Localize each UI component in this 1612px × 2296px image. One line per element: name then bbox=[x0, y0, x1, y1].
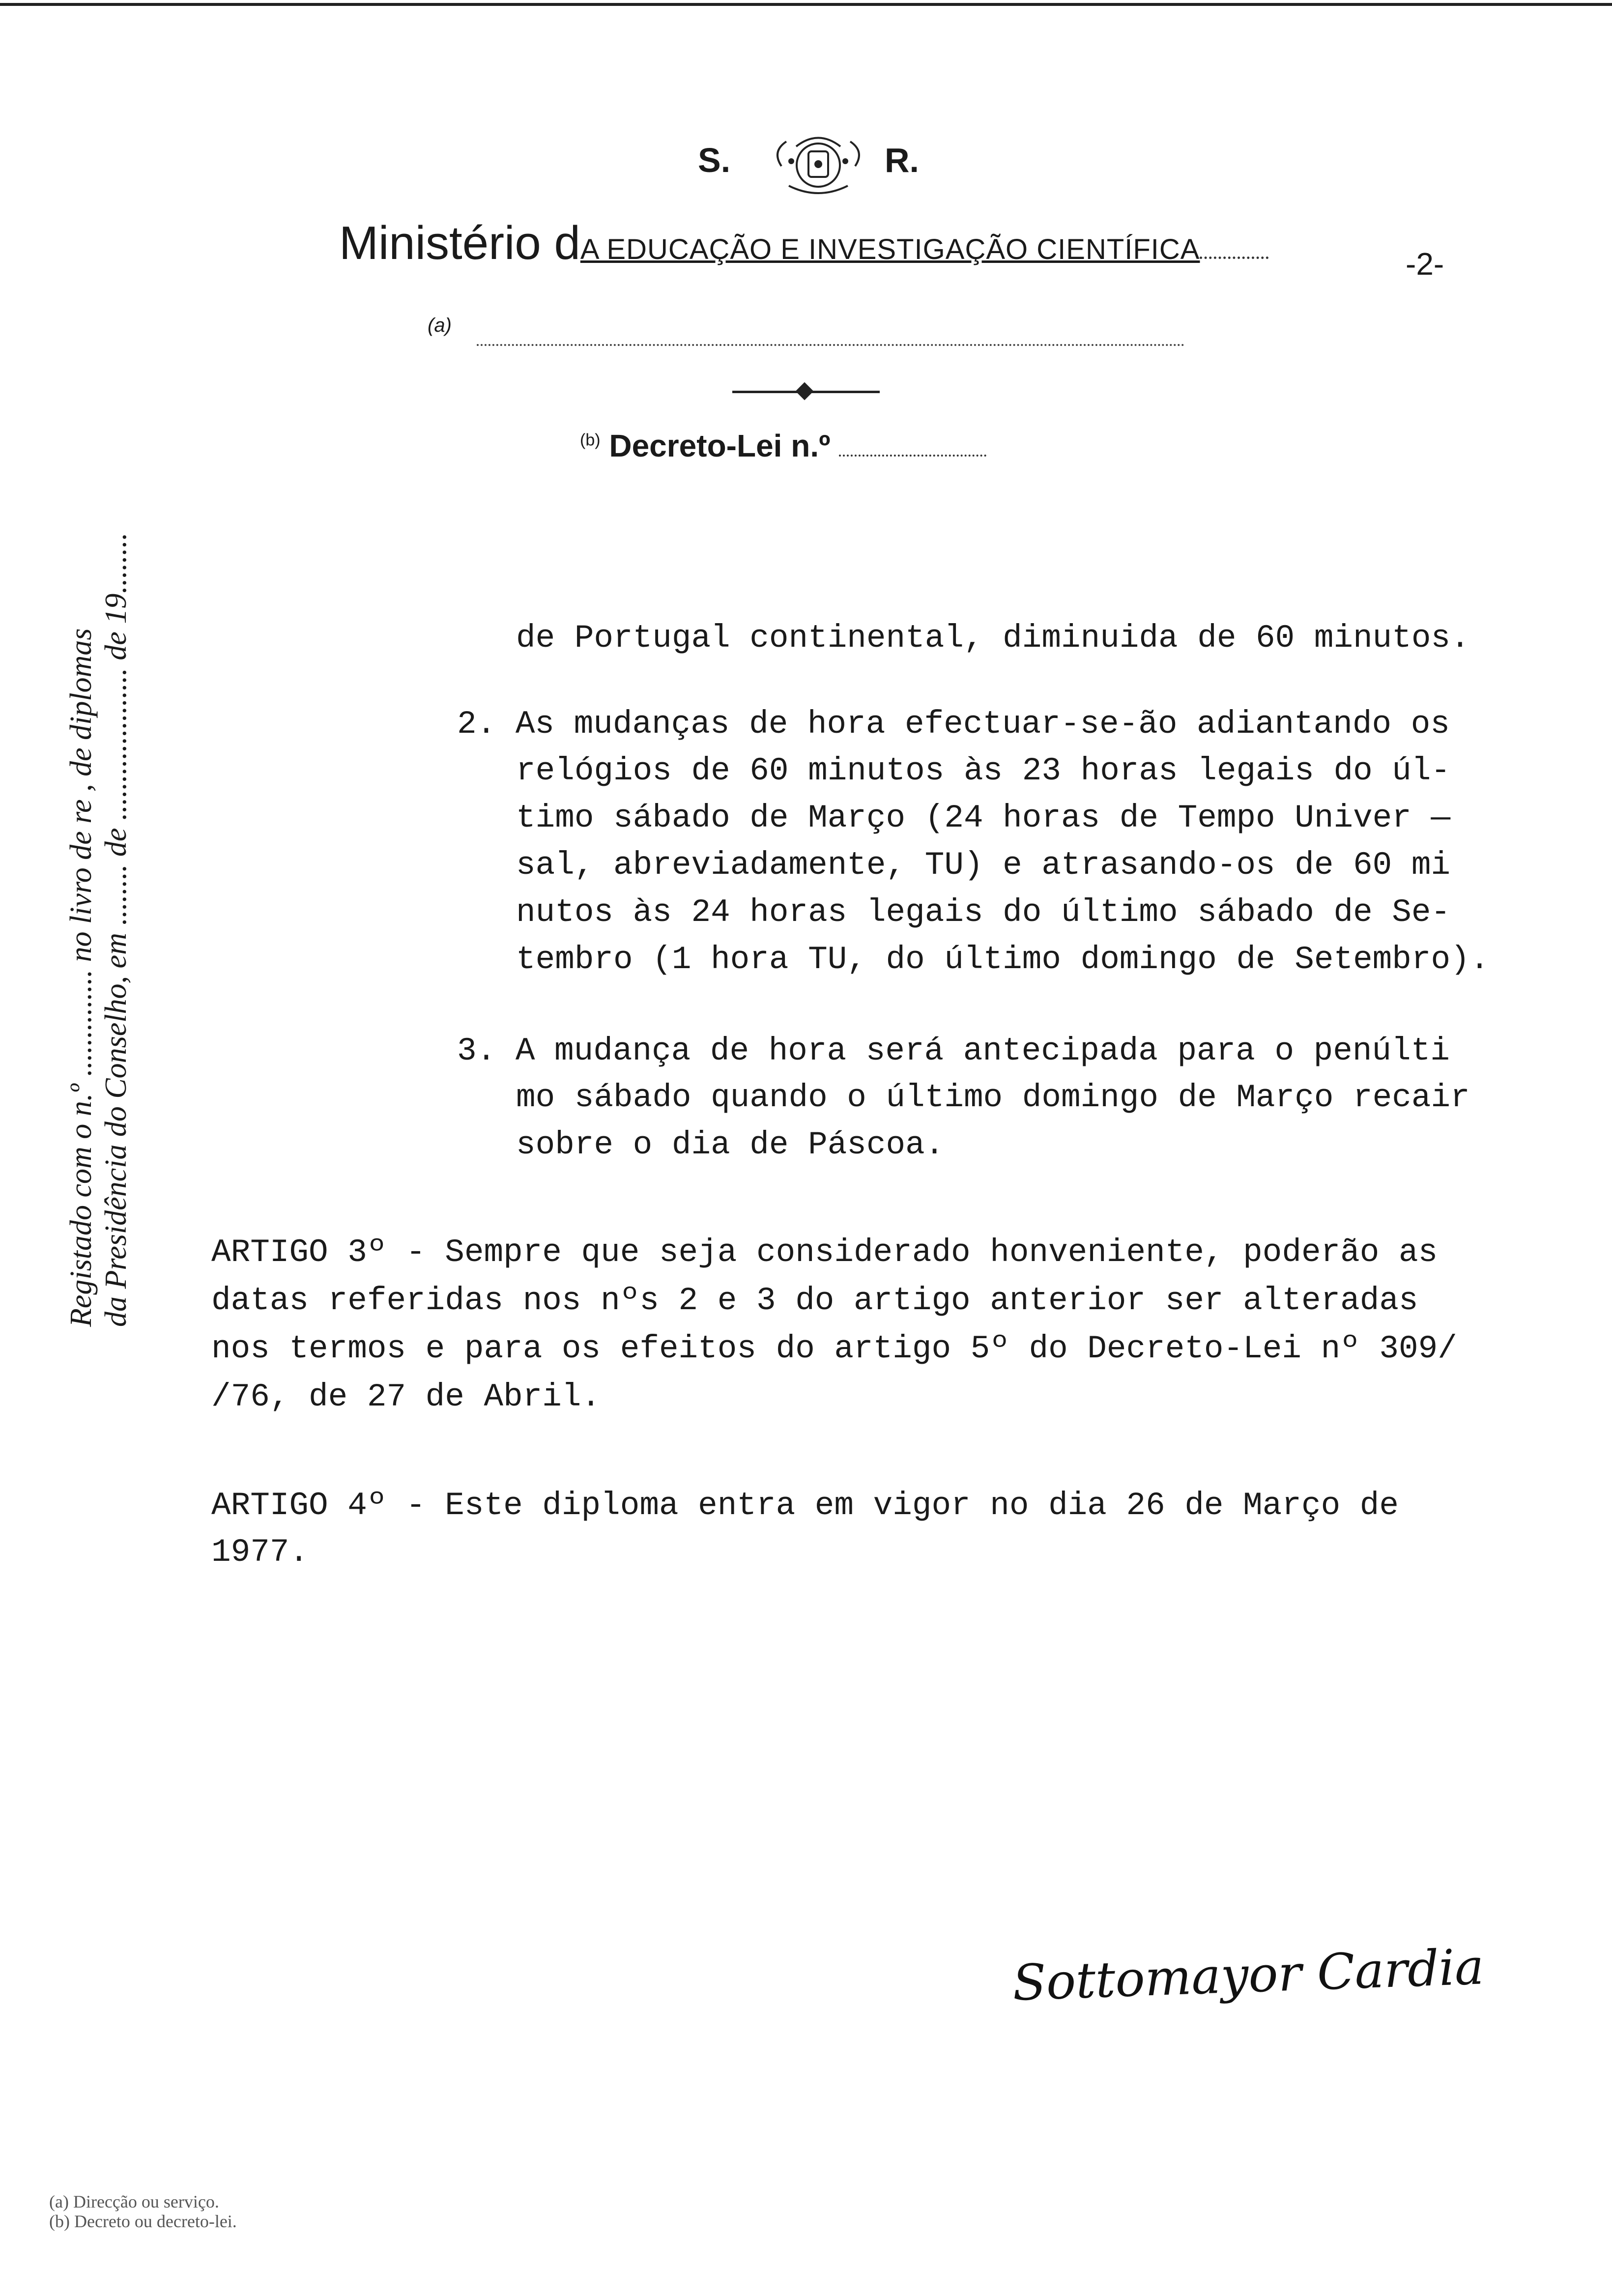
seal-right-letter: R. bbox=[885, 141, 919, 179]
body-line: mo sábado quando o último domingo de Março recair bbox=[516, 1079, 1470, 1116]
ministry-heading bbox=[339, 216, 1268, 270]
ministry-dotted-fill bbox=[1200, 255, 1268, 259]
body-line: ARTIGO 3º - Sempre que seja considerado honveniente, poderão as bbox=[211, 1234, 1438, 1271]
body-line: sobre o dia de Páscoa. bbox=[516, 1126, 945, 1163]
ministry-prefix: Ministério d bbox=[339, 217, 580, 269]
footnote-b: (b) Decreto ou decreto-lei. bbox=[49, 2211, 237, 2231]
body-line: /76, de 27 de Abril. bbox=[211, 1378, 601, 1415]
field-a-dotted-line bbox=[477, 344, 1184, 346]
body-line: 3. A mudança de hora será antecipada para o penúlti bbox=[457, 1033, 1450, 1069]
top-border-line bbox=[0, 3, 1612, 6]
margin-line-1: Registado com o n.º .............. no livro de re , de diplomas bbox=[64, 628, 98, 1327]
body-line: timo sábado de Março (24 horas de Tempo Univer — bbox=[516, 800, 1451, 836]
body-line: nos termos e para os efeitos do artigo 5º do Decreto-Lei nº 309/ bbox=[211, 1330, 1457, 1367]
ministry-name: A EDUCAÇÃO E INVESTIGAÇÃO CIENTÍFICA bbox=[580, 233, 1200, 265]
body-line: ARTIGO 4º - Este diploma entra em vigor no dia 26 de Março de bbox=[211, 1487, 1399, 1524]
body-line: relógios de 60 minutos às 23 horas legais do úl- bbox=[516, 752, 1451, 789]
decree-heading bbox=[580, 428, 986, 464]
body-line: nutos às 24 horas legais do último sábado de Se- bbox=[516, 894, 1451, 931]
decree-marker: (b) bbox=[580, 430, 601, 450]
margin-registry-note bbox=[64, 98, 133, 1327]
body-line: sal, abreviadamente, TU) e atrasando-os de 60 mi bbox=[516, 847, 1451, 884]
margin-line-2: da Presidência do Conselho, em ........ de .................... de 19........ bbox=[99, 532, 133, 1327]
divider-diamond-icon bbox=[796, 382, 814, 401]
seal-header bbox=[698, 132, 953, 201]
field-a-label: (a) bbox=[428, 315, 452, 336]
body-line: 2. As mudanças de hora efectuar-se-ão adiantando os bbox=[457, 706, 1450, 743]
signature: Sottomayor Cardia bbox=[1011, 1938, 1485, 2012]
coat-of-arms-icon bbox=[762, 132, 875, 201]
body-line: tembro (1 hora TU, do último domingo de Setembro). bbox=[516, 941, 1490, 978]
seal-left-letter: S. bbox=[698, 141, 731, 179]
decree-label: Decreto-Lei n.º bbox=[609, 428, 831, 463]
page-number: -2- bbox=[1406, 246, 1444, 282]
body-line: 1977. bbox=[211, 1534, 309, 1571]
decree-number-dotted-fill bbox=[839, 453, 986, 457]
footnotes bbox=[49, 2192, 237, 2231]
body-line: de Portugal continental, diminuida de 60 minutos. bbox=[516, 620, 1470, 657]
footnote-a: (a) Direcção ou serviço. bbox=[49, 2192, 219, 2211]
body-line: datas referidas nos nºs 2 e 3 do artigo anterior ser alteradas bbox=[211, 1282, 1418, 1319]
